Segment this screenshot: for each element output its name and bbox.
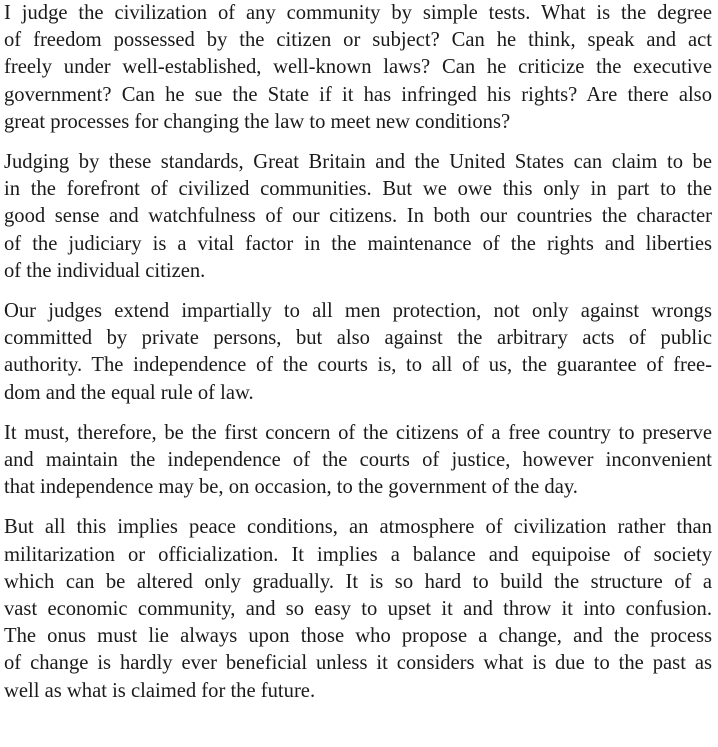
text-line: The onus must lie always upon those who propose a change, and the process [4,625,712,648]
paragraph-2 [4,149,712,285]
paragraph-4 [4,420,712,502]
text-line: in the forefront of civilized communities. But we owe this only in part to the [4,178,712,201]
text-line: well as what is claimed for the future. [4,679,316,702]
paragraph-1 [4,0,712,136]
text-line: of the individual citizen. [4,259,206,282]
text-line: militarization or officialization. It implies a balance and equipoise of society [4,543,712,566]
document-body [4,0,712,705]
text-line: authority. The independence of the courts is, to all of us, the guarantee of free- [4,354,712,377]
text-line: vast economic community, and so easy to upset it and throw it into confusion. [4,598,712,621]
paragraph-3 [4,298,712,407]
text-line: committed by private persons, but also against the arbitrary acts of public [4,327,712,350]
text-line: that independence may be, on occasion, to the government of the day. [4,476,578,499]
text-line: But all this implies peace conditions, an atmosphere of civilization rather than [4,516,712,539]
text-line: and maintain the independence of the courts of justice, however inconvenient [4,449,712,472]
text-line: of the judiciary is a vital factor in the maintenance of the rights and liberties [4,232,712,255]
text-line: which can be altered only gradually. It is so hard to build the structure of a [4,570,712,593]
text-line: government? Can he sue the State if it has infringed his rights? Are there also [4,83,712,106]
text-line: of change is hardly ever beneficial unless it considers what is due to the past as [4,652,712,675]
text-line: Our judges extend impartially to all men protection, not only against wrongs [4,300,712,323]
text-line: It must, therefore, be the first concern of the citizens of a free country to preserve [4,421,712,444]
text-line: good sense and watchfulness of our citizens. In both our countries the character [4,205,712,228]
text-line: great processes for changing the law to meet new conditions? [4,110,511,133]
text-line: Judging by these standards, Great Britain and the United States can claim to be [4,151,712,174]
text-line: freely under well-established, well-known laws? Can he criticize the executive [4,56,712,79]
text-line: of freedom possessed by the citizen or subject? Can he think, speak and act [4,29,712,52]
paragraph-5 [4,514,712,704]
text-line: dom and the equal rule of law. [4,381,254,404]
text-line: I judge the civilization of any community by simple tests. What is the degree [4,2,712,24]
